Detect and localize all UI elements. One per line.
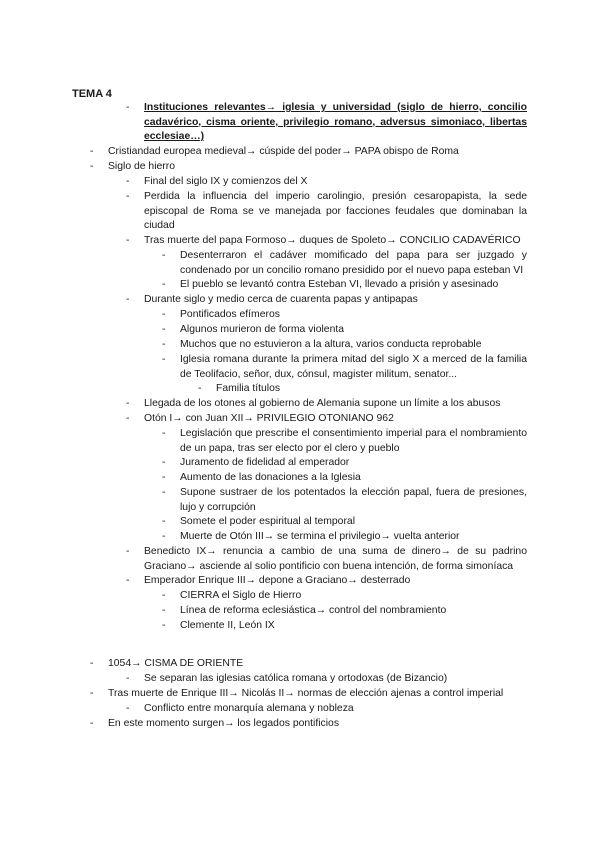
bullet-dash: - <box>162 620 166 631</box>
list-item <box>162 530 527 545</box>
list-item <box>162 604 527 619</box>
bullet-dash: - <box>162 605 166 616</box>
bullet-dash: - <box>198 383 202 394</box>
bullet-dash: - <box>126 546 130 557</box>
list-item-text: Tras muerte de Enrique III→ Nicolás II→ normas de elección ajenas a control imperial <box>108 688 504 700</box>
list-item-text: Algunos murieron de forma violenta <box>180 324 345 335</box>
list-item-text: En este momento surgen→ los legados pontificios <box>108 718 340 730</box>
list-item <box>162 278 527 293</box>
list-item <box>162 456 527 471</box>
bullet-dash: - <box>162 590 166 601</box>
list-item-text: Supone sustraer de los potentados la elección papal, fuera de presiones, lujo y corrupción <box>180 487 527 513</box>
list-item-text: Legislación que prescribe el consentimiento imperial para el nombramiento de un papa, tras ser electo por el clero y pueblo <box>180 428 527 454</box>
list-item <box>162 486 527 515</box>
list-item-text: Somete el poder espiritual al temporal <box>180 516 356 527</box>
bullet-dash: - <box>126 673 130 685</box>
list-item <box>90 657 527 672</box>
bullet-dash: - <box>126 703 130 715</box>
bullet-dash: - <box>162 250 166 261</box>
list-item-text: Durante siglo y medio cerca de cuarenta papas y antipapas <box>144 294 418 305</box>
bullet-dash: - <box>126 176 130 187</box>
list-item <box>162 427 527 456</box>
list-item-text: Cristiandad europea medieval→ cúspide del poder→ PAPA obispo de Roma <box>108 146 459 157</box>
list-item-text: Conflicto entre monarquía alemana y nobleza <box>144 703 354 715</box>
bullet-dash: - <box>90 688 94 700</box>
list-item <box>162 619 527 634</box>
bullet-dash: - <box>162 354 166 365</box>
list-item <box>90 687 527 702</box>
list-item <box>126 101 527 145</box>
bullet-dash: - <box>162 428 166 439</box>
list-item-text: Otón I→ con Juan XII→ PRIVILEGIO OTONIANO 962 <box>144 413 394 424</box>
list-item-text: Desenterraron el cadáver momificado del papa para ser juzgado y condenado por un concilio romano presidido por el nuevo papa esteban VI <box>180 250 527 276</box>
bullet-dash: - <box>162 339 166 350</box>
bullet-dash: - <box>126 191 130 202</box>
bullet-dash: - <box>126 294 130 305</box>
list-item-text: Aumento de las donaciones a la Iglesia <box>180 472 361 483</box>
list-item <box>162 323 527 338</box>
list-item-text: Siglo de hierro <box>108 161 176 172</box>
bullet-dash: - <box>162 531 166 542</box>
bullet-dash: - <box>162 457 166 468</box>
list-item <box>126 702 527 717</box>
list-item-text: Línea de reforma eclesiástica→ control del nombramiento <box>180 605 447 616</box>
bullet-dash: - <box>126 102 130 113</box>
list-item <box>162 353 527 382</box>
bullet-dash: - <box>162 324 166 335</box>
bullet-dash: - <box>126 575 130 586</box>
list-item <box>90 145 527 160</box>
list-item <box>126 672 527 687</box>
list-item <box>126 397 527 412</box>
list-item-text: Clemente II, León IX <box>180 620 275 631</box>
bullet-dash: - <box>162 516 166 527</box>
bullet-dash: - <box>90 146 94 157</box>
bullet-dash: - <box>162 472 166 483</box>
list-item <box>198 382 527 397</box>
list-item <box>126 234 527 249</box>
list-item <box>126 175 527 190</box>
list-item-text: Final del siglo IX y comienzos del X <box>144 176 308 187</box>
list-item <box>126 293 527 308</box>
list-item-text: Instituciones relevantes→ iglesia y universidad (siglo de hierro, concilio cadavérico, cisma oriente, privilegio romano, adversus simoniaco, libertas ecclesiae…) <box>144 102 527 143</box>
list-item-text: Benedicto IX→ renuncia a cambio de una suma de dinero→ de su padrino Graciano→ asciende al solio pontificio con buena intención, de forma simoníaca <box>144 546 527 572</box>
list-item-text: CIERRA el Siglo de Hierro <box>180 590 302 601</box>
list-item-text: 1054→ CISMA DE ORIENTE <box>108 658 244 670</box>
list-item-text: Muerte de Otón III→ se termina el privilegio→ vuelta anterior <box>180 531 460 542</box>
list-item <box>126 412 527 427</box>
bullet-dash: - <box>90 658 94 670</box>
bullet-dash: - <box>126 413 130 424</box>
bullet-dash: - <box>126 398 130 409</box>
list-item-text: Emperador Enrique III→ depone a Graciano→ desterrado <box>144 575 411 586</box>
page-title: TEMA 4 <box>72 88 112 100</box>
list-item <box>126 545 527 574</box>
list-item <box>126 574 527 589</box>
bullet-dash: - <box>162 309 166 320</box>
list-item-text: Se separan las iglesias católica romana y ortodoxas (de Bizancio) <box>144 673 448 685</box>
list-item-text: El pueblo se levantó contra Esteban VI, llevado a prisión y asesinado <box>180 279 499 290</box>
list-item <box>126 190 527 234</box>
list-item-text: Pontificados efímeros <box>180 309 280 320</box>
list-item <box>162 308 527 323</box>
list-item <box>162 249 527 278</box>
list-item-text: Llegada de los otones al gobierno de Alemania supone un límite a los abusos <box>144 398 501 409</box>
list-item <box>90 717 527 732</box>
list-item-text: Iglesia romana durante la primera mitad del siglo X a merced de la familia de Teolifacio, señor, dux, cónsul, magister militum, senator... <box>180 354 527 380</box>
list-item <box>162 589 527 604</box>
list-item <box>162 515 527 530</box>
bullet-dash: - <box>126 235 130 246</box>
bullet-dash: - <box>90 718 94 730</box>
bullet-dash: - <box>162 279 166 290</box>
list-item <box>162 338 527 353</box>
list-item-text: Tras muerte del papa Formoso→ duques de Spoleto→ CONCILIO CADAVÉRICO <box>144 235 521 246</box>
list-item-text: Juramento de fidelidad al emperador <box>180 457 350 468</box>
list-item <box>90 160 527 175</box>
list-item <box>162 471 527 486</box>
list-item-text: Muchos que no estuvieron a la altura, varios conducta reprobable <box>180 339 482 350</box>
list-item-text: Familia títulos <box>216 383 281 394</box>
bullet-dash: - <box>90 161 94 172</box>
list-item-text: Perdida la influencia del imperio carolingio, presión cesaropapista, la sede episcopal de Roma se ve manejada por facciones feudales que dominaban la ciudad <box>144 191 527 232</box>
bullet-dash: - <box>162 487 166 498</box>
